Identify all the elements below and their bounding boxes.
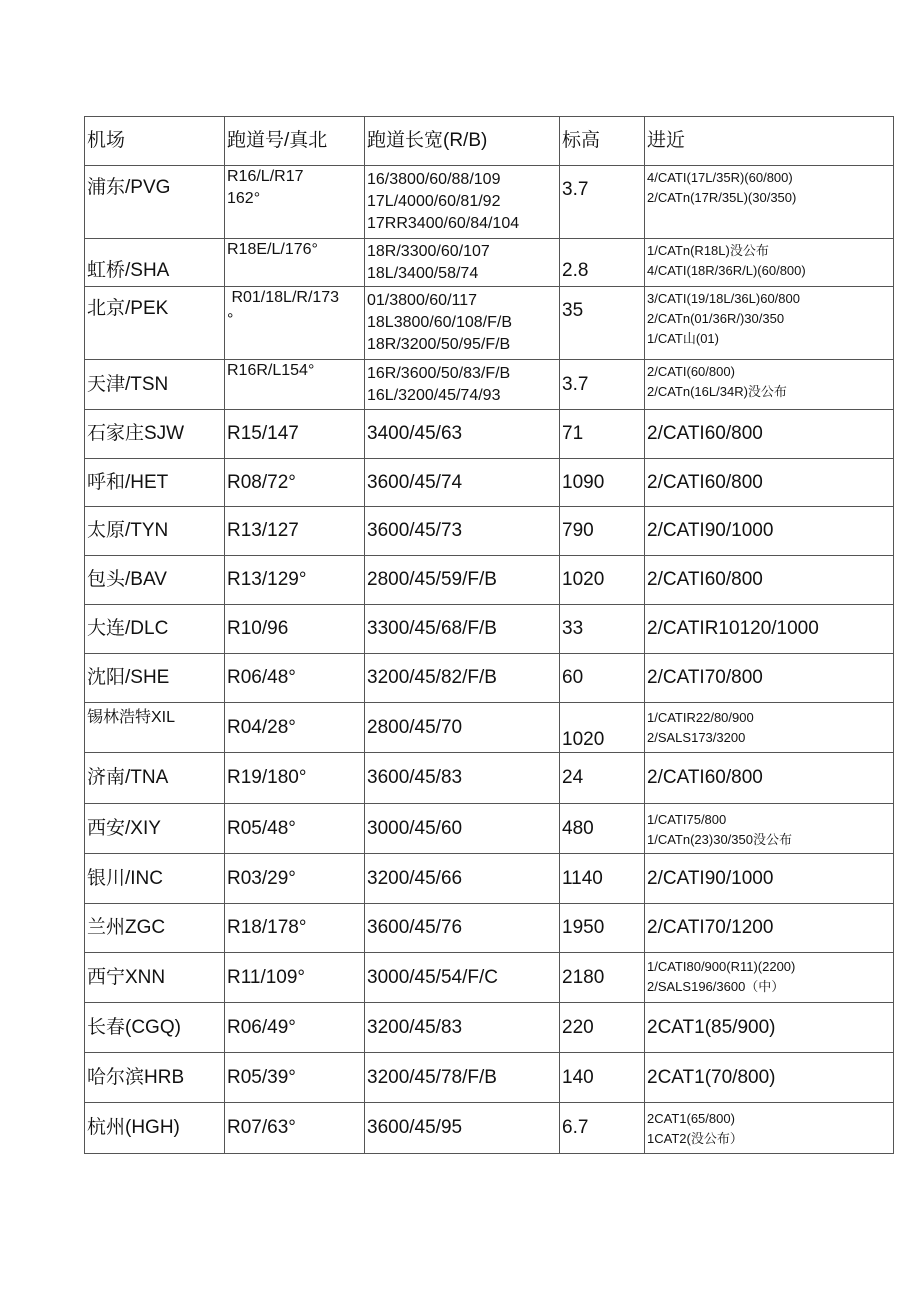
elevation-cell: 220 [560,1003,645,1053]
approach-cell: 3/CATI(19/18L/36L)60/800 2/CATn(01/36R/)30/350 1/CAT山(01) [645,287,894,360]
length-cell: 3200/45/78/F/B [365,1053,560,1103]
approach-cell: 2/CATI70/1200 [645,904,894,953]
elevation-cell: 6.7 [560,1103,645,1154]
elevation-cell: 60 [560,654,645,703]
approach-cell: 2/CATI60/800 [645,410,894,459]
table-row [85,287,894,360]
table-row [85,1003,894,1053]
length-cell: 3300/45/68/F/B [365,605,560,654]
length-cell: 3200/45/83 [365,1003,560,1053]
airport-cell: 西安/XIY [85,804,225,854]
airport-cell: 呼和/HET [85,459,225,507]
runway-cell: R11/109° [225,953,365,1003]
runway-cell: R06/49° [225,1003,365,1053]
elevation-cell: 35 [560,287,645,360]
airport-cell: 银川/INC [85,854,225,904]
header-approach: 进近 [645,117,894,166]
length-cell: 18R/3300/60/107 18L/3400/58/74 [365,239,560,287]
airport-cell: 北京/PEK [85,287,225,360]
elevation-cell: 480 [560,804,645,854]
runway-cell: R04/28° [225,703,365,753]
elevation-cell: 1020 [560,703,645,753]
airport-cell: 长春(CGQ) [85,1003,225,1053]
runway-cell: R06/48° [225,654,365,703]
elevation-cell: 71 [560,410,645,459]
approach-cell: 2/CATI90/1000 [645,507,894,556]
table-row [85,166,894,239]
elevation-cell: 1950 [560,904,645,953]
approach-cell: 2CAT1(85/900) [645,1003,894,1053]
elevation-cell: 2.8 [560,239,645,287]
approach-cell: 1/CATI80/900(R11)(2200) 2/SALS196/3600（中） [645,953,894,1003]
runway-cell: R05/39° [225,1053,365,1103]
runway-cell: R16/L/R17 162° [225,166,365,239]
elevation-cell: 24 [560,753,645,804]
table-row [85,410,894,459]
table-row [85,360,894,410]
runway-cell: R18E/L/176° [225,239,365,287]
airport-cell: 济南/TNA [85,753,225,804]
length-cell: 3200/45/66 [365,854,560,904]
length-cell: 2800/45/59/F/B [365,556,560,605]
elevation-cell: 1020 [560,556,645,605]
header-length: 跑道长宽(R/B) [365,117,560,166]
runway-cell: R05/48° [225,804,365,854]
table-row [85,507,894,556]
approach-cell: 2/CATIR10120/1000 [645,605,894,654]
elevation-cell: 3.7 [560,360,645,410]
table-row [85,854,894,904]
runway-cell: R03/29° [225,854,365,904]
runway-cell: R16R/L154° [225,360,365,410]
table-row [85,1053,894,1103]
airport-cell: 包头/BAV [85,556,225,605]
elevation-cell: 1140 [560,854,645,904]
elevation-cell: 2180 [560,953,645,1003]
table-row [85,753,894,804]
length-cell: 2800/45/70 [365,703,560,753]
table-row [85,953,894,1003]
airport-cell: 哈尔滨HRB [85,1053,225,1103]
approach-cell: 4/CATI(17L/35R)(60/800) 2/CATn(17R/35L)(30/350) [645,166,894,239]
length-cell: 3600/45/74 [365,459,560,507]
airport-cell: 虹桥/SHA [85,239,225,287]
runway-cell: R13/129° [225,556,365,605]
length-cell: 16R/3600/50/83/F/B 16L/3200/45/74/93 [365,360,560,410]
approach-cell: 2/CATI60/800 [645,556,894,605]
runway-cell: R15/147 [225,410,365,459]
airport-cell: 兰州ZGC [85,904,225,953]
header-row [85,117,894,166]
approach-cell: 2CAT1(65/800) 1CAT2(没公布） [645,1103,894,1154]
table-row [85,804,894,854]
length-cell: 3400/45/63 [365,410,560,459]
table-row [85,904,894,953]
header-runway: 跑道号/真北 [225,117,365,166]
airport-cell: 大连/DLC [85,605,225,654]
runway-cell: R07/63° [225,1103,365,1154]
approach-cell: 2CAT1(70/800) [645,1053,894,1103]
table-row [85,556,894,605]
airport-cell: 浦东/PVG [85,166,225,239]
runway-cell: R18/178° [225,904,365,953]
elevation-cell: 140 [560,1053,645,1103]
elevation-cell: 1090 [560,459,645,507]
approach-cell: 1/CATn(R18L)没公布 4/CATI(18R/36R/L)(60/800) [645,239,894,287]
airport-cell: 天津/TSN [85,360,225,410]
airport-cell: 石家庄SJW [85,410,225,459]
runway-cell: R10/96 [225,605,365,654]
runway-cell: R01/18L/R/173 ° [225,287,365,360]
airport-cell: 太原/TYN [85,507,225,556]
approach-cell: 1/CATIR22/80/900 2/SALS173/3200 [645,703,894,753]
elevation-cell: 3.7 [560,166,645,239]
length-cell: 3600/45/83 [365,753,560,804]
runway-cell: R13/127 [225,507,365,556]
elevation-cell: 33 [560,605,645,654]
length-cell: 3600/45/73 [365,507,560,556]
table-row [85,239,894,287]
length-cell: 3200/45/82/F/B [365,654,560,703]
length-cell: 3600/45/76 [365,904,560,953]
runway-cell: R19/180° [225,753,365,804]
airport-cell: 锡林浩特XIL [85,703,225,753]
table-row [85,703,894,753]
elevation-cell: 790 [560,507,645,556]
approach-cell: 2/CATI60/800 [645,753,894,804]
length-cell: 3000/45/60 [365,804,560,854]
length-cell: 01/3800/60/117 18L3800/60/108/F/B 18R/3200/50/95/F/B [365,287,560,360]
table-row [85,1103,894,1154]
length-cell: 3000/45/54/F/C [365,953,560,1003]
runway-cell: R08/72° [225,459,365,507]
table-row [85,459,894,507]
header-airport: 机场 [85,117,225,166]
table-row [85,654,894,703]
table-row [85,605,894,654]
airport-cell: 沈阳/SHE [85,654,225,703]
approach-cell: 1/CATI75/800 1/CATn(23)30/350没公布 [645,804,894,854]
length-cell: 16/3800/60/88/109 17L/4000/60/81/92 17RR3400/60/84/104 [365,166,560,239]
approach-cell: 2/CATI(60/800) 2/CATn(16L/34R)没公布 [645,360,894,410]
airport-cell: 西宁XNN [85,953,225,1003]
approach-cell: 2/CATI60/800 [645,459,894,507]
airport-table [84,116,894,1154]
length-cell: 3600/45/95 [365,1103,560,1154]
approach-cell: 2/CATI90/1000 [645,854,894,904]
airport-cell: 杭州(HGH) [85,1103,225,1154]
approach-cell: 2/CATI70/800 [645,654,894,703]
header-elevation: 标高 [560,117,645,166]
